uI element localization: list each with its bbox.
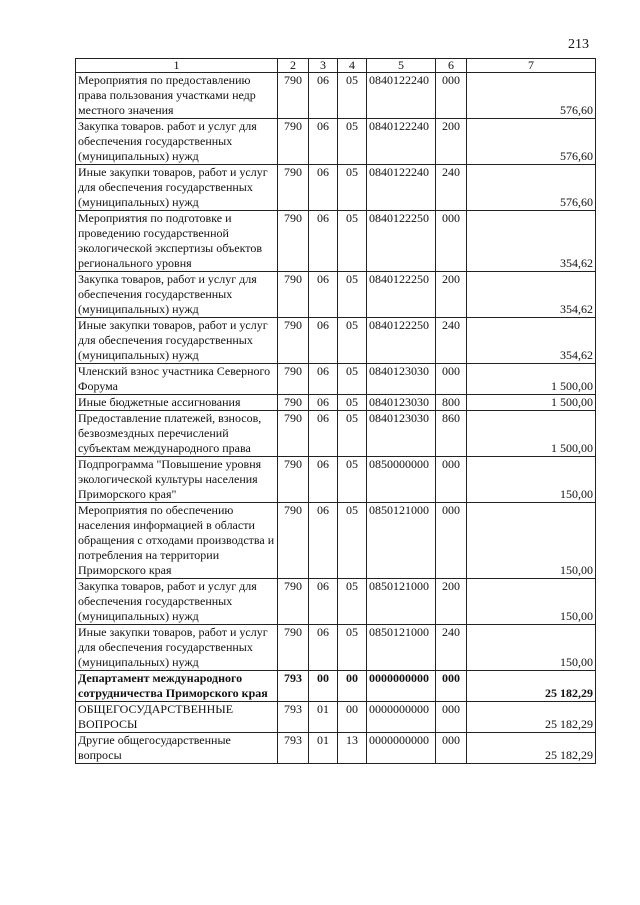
ministry-code: 790: [278, 395, 309, 411]
table-row: [76, 411, 596, 457]
amount: 576,60: [467, 119, 596, 165]
ministry-code: 790: [278, 625, 309, 671]
subsection-code: 05: [338, 625, 367, 671]
table-row: [76, 395, 596, 411]
target-item-code: 0840123030: [367, 411, 436, 457]
ministry-code: 790: [278, 579, 309, 625]
subsection-code: 05: [338, 364, 367, 395]
item-name: Закупка товаров. работ и услуг для обеспечения государственных (муниципальных) нужд: [76, 119, 278, 165]
header-col-2: 2: [278, 59, 309, 73]
section-code: 06: [309, 625, 338, 671]
amount: 354,62: [467, 211, 596, 272]
header-col-4: 4: [338, 59, 367, 73]
target-item-code: 0840122240: [367, 165, 436, 211]
amount: 354,62: [467, 272, 596, 318]
expense-type-code: 000: [436, 73, 467, 119]
target-item-code: 0840122250: [367, 211, 436, 272]
target-item-code: 0000000000: [367, 702, 436, 733]
table-row: [76, 364, 596, 395]
amount: 150,00: [467, 503, 596, 579]
section-code: 06: [309, 165, 338, 211]
amount: 25 182,29: [467, 671, 596, 702]
section-code: 06: [309, 119, 338, 165]
target-item-code: 0000000000: [367, 671, 436, 702]
ministry-code: 793: [278, 671, 309, 702]
subsection-code: 05: [338, 165, 367, 211]
amount: 576,60: [467, 165, 596, 211]
amount: 25 182,29: [467, 702, 596, 733]
expense-type-code: 000: [436, 702, 467, 733]
target-item-code: 0850121000: [367, 625, 436, 671]
target-item-code: 0850000000: [367, 457, 436, 503]
expense-type-code: 000: [436, 733, 467, 764]
amount: 576,60: [467, 73, 596, 119]
ministry-code: 793: [278, 733, 309, 764]
table-row: [76, 272, 596, 318]
table-row: [76, 579, 596, 625]
header-col-6: 6: [436, 59, 467, 73]
header-col-1: 1: [76, 59, 278, 73]
ministry-code: 790: [278, 272, 309, 318]
target-item-code: 0000000000: [367, 733, 436, 764]
ministry-code: 790: [278, 411, 309, 457]
item-name: Департамент международного сотрудничества Приморского края: [76, 671, 278, 702]
table-row: [76, 503, 596, 579]
ministry-code: 790: [278, 364, 309, 395]
table-row: [76, 73, 596, 119]
ministry-code: 790: [278, 211, 309, 272]
ministry-code: 790: [278, 119, 309, 165]
section-code: 06: [309, 73, 338, 119]
expense-type-code: 000: [436, 364, 467, 395]
amount: 150,00: [467, 457, 596, 503]
expense-type-code: 240: [436, 625, 467, 671]
item-name: Иные закупки товаров, работ и услуг для обеспечения государственных (муниципальных) нужд: [76, 165, 278, 211]
table-row: [76, 733, 596, 764]
item-name: Подпрограмма "Повышение уровня экологической культуры населения Приморского края": [76, 457, 278, 503]
subsection-code: 05: [338, 457, 367, 503]
item-name: Другие общегосударственные вопросы: [76, 733, 278, 764]
ministry-code: 790: [278, 73, 309, 119]
subsection-code: 05: [338, 318, 367, 364]
subsection-code: 00: [338, 702, 367, 733]
header-col-7: 7: [467, 59, 596, 73]
amount: 150,00: [467, 625, 596, 671]
page-number: 213: [568, 37, 589, 52]
expense-type-code: 200: [436, 272, 467, 318]
target-item-code: 0840123030: [367, 395, 436, 411]
table-row: [76, 457, 596, 503]
subsection-code: 05: [338, 119, 367, 165]
header-col-3: 3: [309, 59, 338, 73]
expense-type-code: 000: [436, 671, 467, 702]
section-code: 06: [309, 272, 338, 318]
ministry-code: 790: [278, 457, 309, 503]
expense-type-code: 240: [436, 165, 467, 211]
expense-type-code: 200: [436, 119, 467, 165]
section-code: 06: [309, 411, 338, 457]
section-code: 00: [309, 671, 338, 702]
item-name: Иные бюджетные ассигнования: [76, 395, 278, 411]
expense-type-code: 000: [436, 211, 467, 272]
expense-type-code: 860: [436, 411, 467, 457]
table-row: [76, 165, 596, 211]
section-code: 01: [309, 733, 338, 764]
ministry-code: 790: [278, 318, 309, 364]
table-row: [76, 119, 596, 165]
subsection-code: 05: [338, 579, 367, 625]
subsection-code: 05: [338, 211, 367, 272]
item-name: Иные закупки товаров, работ и услуг для обеспечения государственных (муниципальных) нужд: [76, 318, 278, 364]
subsection-code: 05: [338, 272, 367, 318]
target-item-code: 0840122250: [367, 318, 436, 364]
table-body: [76, 73, 596, 764]
subsection-code: 05: [338, 411, 367, 457]
expense-type-code: 800: [436, 395, 467, 411]
amount: 1 500,00: [467, 395, 596, 411]
item-name: Иные закупки товаров, работ и услуг для обеспечения государственных (муниципальных) нужд: [76, 625, 278, 671]
amount: 1 500,00: [467, 411, 596, 457]
expense-type-code: 240: [436, 318, 467, 364]
subsection-code: 05: [338, 395, 367, 411]
table-row: [76, 318, 596, 364]
section-code: 06: [309, 503, 338, 579]
target-item-code: 0840122240: [367, 119, 436, 165]
item-name: Мероприятия по обеспечению населения информацией в области обращения с отходами производства и потребления на территории Приморского края: [76, 503, 278, 579]
section-code: 06: [309, 318, 338, 364]
header-row: [76, 59, 596, 73]
target-item-code: 0840122250: [367, 272, 436, 318]
item-name: Предоставление платежей, взносов, безвозмездных перечислений субъектам международного права: [76, 411, 278, 457]
item-name: Мероприятия по подготовке и проведению государственной экологической экспертизы объектов регионального уровня: [76, 211, 278, 272]
ministry-code: 790: [278, 165, 309, 211]
target-item-code: 0850121000: [367, 579, 436, 625]
budget-table: [75, 58, 596, 764]
ministry-code: 790: [278, 503, 309, 579]
subsection-code: 00: [338, 671, 367, 702]
section-code: 06: [309, 579, 338, 625]
table-row: [76, 671, 596, 702]
section-code: 06: [309, 364, 338, 395]
target-item-code: 0840122240: [367, 73, 436, 119]
amount: 1 500,00: [467, 364, 596, 395]
subsection-code: 13: [338, 733, 367, 764]
target-item-code: 0850121000: [367, 503, 436, 579]
ministry-code: 793: [278, 702, 309, 733]
item-name: ОБЩЕГОСУДАРСТВЕННЫЕ ВОПРОСЫ: [76, 702, 278, 733]
expense-type-code: 200: [436, 579, 467, 625]
table-row: [76, 211, 596, 272]
table-row: [76, 625, 596, 671]
item-name: Членский взнос участника Северного Форума: [76, 364, 278, 395]
amount: 354,62: [467, 318, 596, 364]
item-name: Закупка товаров, работ и услуг для обеспечения государственных (муниципальных) нужд: [76, 579, 278, 625]
table-row: [76, 702, 596, 733]
section-code: 06: [309, 211, 338, 272]
expense-type-code: 000: [436, 457, 467, 503]
item-name: Мероприятия по предоставлению права пользования участками недр местного значения: [76, 73, 278, 119]
subsection-code: 05: [338, 503, 367, 579]
amount: 25 182,29: [467, 733, 596, 764]
section-code: 01: [309, 702, 338, 733]
section-code: 06: [309, 457, 338, 503]
item-name: Закупка товаров, работ и услуг для обеспечения государственных (муниципальных) нужд: [76, 272, 278, 318]
header-col-5: 5: [367, 59, 436, 73]
section-code: 06: [309, 395, 338, 411]
amount: 150,00: [467, 579, 596, 625]
subsection-code: 05: [338, 73, 367, 119]
expense-type-code: 000: [436, 503, 467, 579]
target-item-code: 0840123030: [367, 364, 436, 395]
